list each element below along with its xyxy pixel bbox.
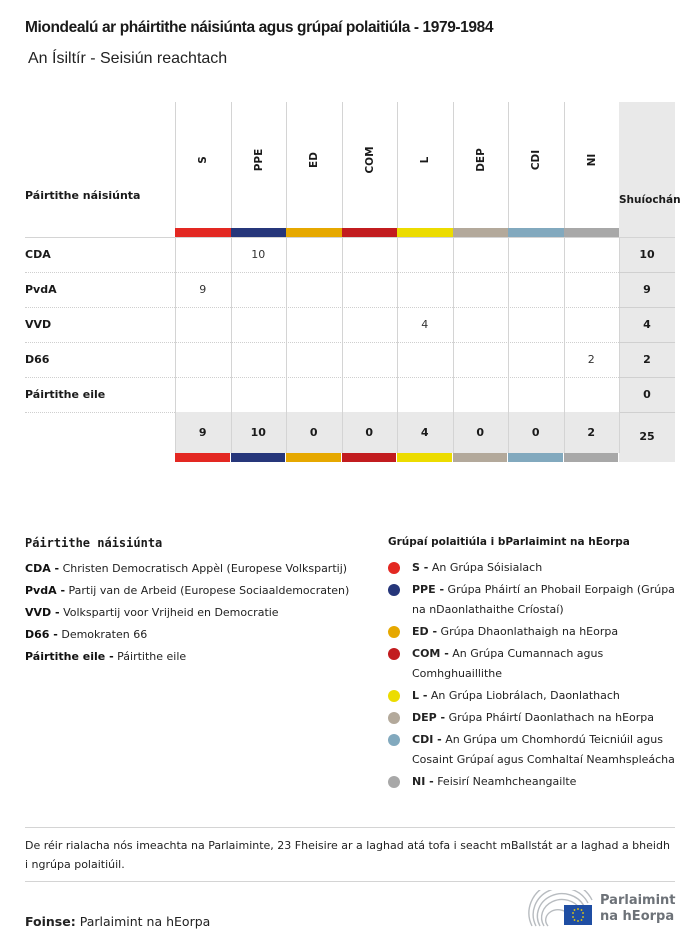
column-ed xyxy=(286,102,342,237)
table-cell: 2 xyxy=(587,353,595,366)
ep-logo xyxy=(528,890,678,930)
column-header xyxy=(397,102,453,228)
group-color-bar xyxy=(453,453,508,462)
group-color-bar xyxy=(175,453,230,462)
row-total: 4 xyxy=(643,318,651,331)
column-total: 9 xyxy=(198,426,207,439)
column-l xyxy=(397,102,453,237)
legend-group-item: COM - An Grúpa Cumannach agus Comhghuaillithe xyxy=(388,644,683,684)
legend-party-item: PvdA - Partij van de Arbeid (Europese Sociaaldemocraten) xyxy=(25,584,350,597)
column-header xyxy=(508,102,564,228)
column-label: DEP xyxy=(474,148,487,172)
eu-flag-icon xyxy=(564,905,592,925)
group-color-bar xyxy=(231,453,286,462)
row-label: D66 xyxy=(25,353,50,366)
group-color-bar xyxy=(286,453,341,462)
column-header xyxy=(342,102,398,228)
column-cdi xyxy=(508,102,564,237)
column-dep xyxy=(453,102,509,237)
table-cell: 10 xyxy=(251,248,266,261)
group-color-bar xyxy=(175,228,231,237)
column-total: 4 xyxy=(420,426,429,439)
column-s xyxy=(175,102,231,237)
color-dot-icon xyxy=(388,562,400,574)
row-header: Páirtithe náisiúnta xyxy=(25,189,141,202)
group-color-bar xyxy=(508,453,563,462)
legend-political-groups xyxy=(388,536,683,794)
chart-subtitle: An Ísiltír - Seisiún reachtach xyxy=(28,50,228,67)
column-header xyxy=(231,102,287,228)
table-cell: 4 xyxy=(421,318,429,331)
table-row xyxy=(25,238,675,273)
color-dot-icon xyxy=(388,712,400,724)
row-label: CDA xyxy=(25,248,51,261)
footnote: De réir rialacha nós imeachta na Parlaiminte, 23 Fheisire ar a laghad atá tofa i seacht mBallstát ar a laghad a bheidh i ngrúpa polaitiúil. xyxy=(25,839,670,871)
row-label: Páirtithe eile xyxy=(25,388,106,401)
total-header: Shuíochán xyxy=(619,194,681,206)
table-row xyxy=(25,308,675,343)
group-color-bar xyxy=(286,228,342,237)
color-dot-icon xyxy=(388,776,400,788)
row-label: VVD xyxy=(25,318,52,331)
group-color-bar xyxy=(342,453,397,462)
color-dot-icon xyxy=(388,584,400,596)
group-color-bar xyxy=(397,453,452,462)
group-color-bar xyxy=(453,228,509,237)
column-header xyxy=(564,102,620,228)
group-color-bar xyxy=(231,228,287,237)
row-divider xyxy=(619,412,675,413)
legend-party-item: VVD - Volkspartij voor Vrijheid en Democratie xyxy=(25,606,279,619)
column-total: 0 xyxy=(365,426,374,439)
group-color-bar xyxy=(342,228,398,237)
group-color-bar xyxy=(397,228,453,237)
legend-group-item: CDI - An Grúpa um Chomhordú Teicniúil agus Cosaint Grúpaí agus Comhaltaí Neamhspleácha xyxy=(388,730,683,770)
color-dot-icon xyxy=(388,626,400,638)
column-com xyxy=(342,102,398,237)
column-total: 0 xyxy=(531,426,540,439)
row-total: 2 xyxy=(643,353,651,366)
group-color-bar xyxy=(564,453,619,462)
grand-total: 25 xyxy=(639,430,655,443)
column-header xyxy=(286,102,342,228)
legend-national-parties xyxy=(25,536,375,668)
legend-groups-title: Grúpaí polaitiúla i bParlaimint na hEorpa xyxy=(388,536,630,548)
color-dot-icon xyxy=(388,648,400,660)
legend-group-item: ED - Grúpa Dhaonlathaigh na hEorpa xyxy=(388,622,683,642)
column-ni xyxy=(564,102,620,237)
source-value: Parlaimint na hEorpa xyxy=(79,914,211,929)
table-row xyxy=(25,378,675,413)
group-color-bar xyxy=(508,228,564,237)
legend-group-item: PPE - Grúpa Pháirtí an Phobail Eorpaigh (Grúpa na nDaonlathaithe Críostaí) xyxy=(388,580,683,620)
column-label: CDI xyxy=(530,149,543,171)
column-label: NI xyxy=(585,153,598,167)
legend-party-item: D66 - Demokraten 66 xyxy=(25,628,148,641)
column-total: 10 xyxy=(250,426,266,439)
color-dot-icon xyxy=(388,734,400,746)
row-label: PvdA xyxy=(25,283,57,296)
row-total: 0 xyxy=(643,388,651,401)
column-total: 0 xyxy=(476,426,485,439)
column-ppe xyxy=(231,102,287,237)
logo-text: Parlaimint na hEorpa xyxy=(600,893,676,924)
legend-group-item: S - An Grúpa Sóisialach xyxy=(388,558,683,578)
legend-group-item: L - An Grúpa Liobrálach, Daonlathach xyxy=(388,686,683,706)
column-label: S xyxy=(197,156,210,164)
column-header xyxy=(175,102,231,228)
row-total: 9 xyxy=(643,283,651,296)
table-cell: 9 xyxy=(199,283,207,296)
chart-title: Miondealú ar pháirtithe náisiúnta agus grúpaí polaitiúla - 1979-1984 xyxy=(25,19,494,36)
legend-parties-title: Páirtithe náisiúnta xyxy=(25,536,163,550)
legend-party-item: CDA - Christen Democratisch Appèl (Europese Volkspartij) xyxy=(25,562,348,575)
column-total: 2 xyxy=(587,426,596,439)
column-label: L xyxy=(419,156,432,164)
source-label: Foinse: xyxy=(25,914,76,929)
divider xyxy=(25,881,675,882)
color-dot-icon xyxy=(388,690,400,702)
column-total: 0 xyxy=(309,426,318,439)
group-color-bar xyxy=(564,228,620,237)
divider xyxy=(25,827,675,828)
column-header xyxy=(453,102,509,228)
legend-party-item: Páirtithe eile - Páirtithe eile xyxy=(25,650,187,663)
source xyxy=(25,914,210,929)
column-label: COM xyxy=(363,146,376,174)
column-label: PPE xyxy=(252,148,265,172)
table-row xyxy=(25,343,675,378)
row-total: 10 xyxy=(639,248,655,261)
table-row xyxy=(25,273,675,308)
column-label: ED xyxy=(308,152,321,168)
legend-group-item: NI - Feisirí Neamhcheangailte xyxy=(388,772,683,792)
legend-group-item: DEP - Grúpa Pháirtí Daonlathach na hEorpa xyxy=(388,708,683,728)
